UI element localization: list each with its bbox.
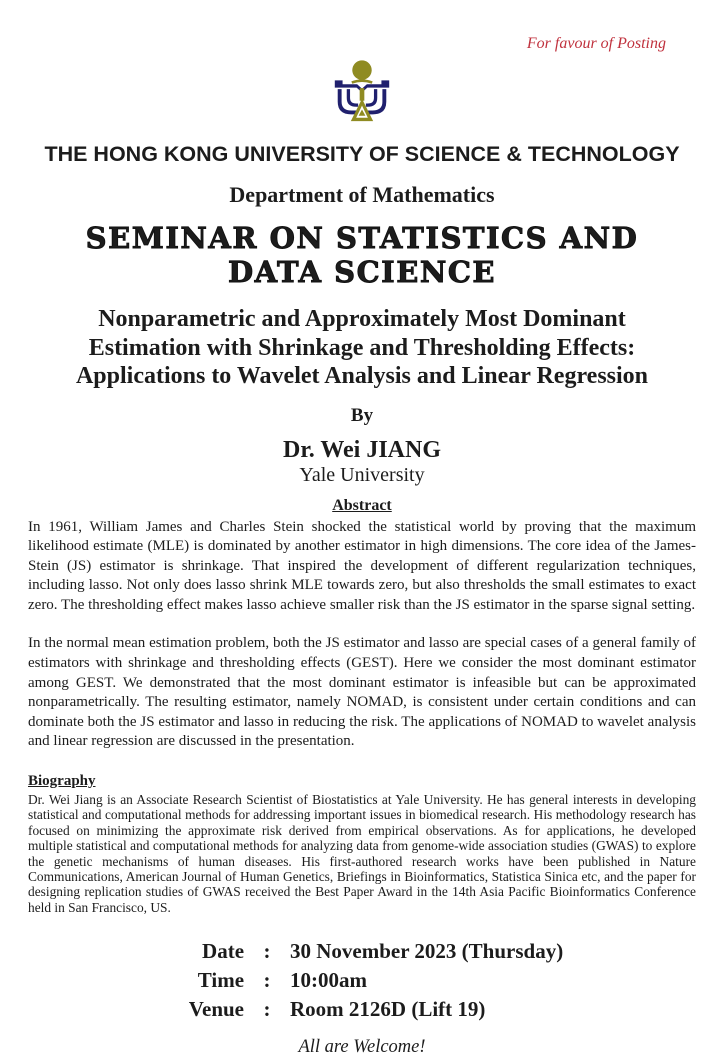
venue-label: Venue — [188, 997, 245, 1022]
event-details — [189, 939, 563, 1021]
seminar-series-line-2: DATA SCIENCE — [227, 255, 497, 289]
university-logo — [28, 58, 696, 126]
date-colon: : — [263, 939, 271, 964]
university-name: THE HONG KONG UNIVERSITY OF SCIENCE & TECHNOLOGY — [44, 142, 680, 166]
venue-colon: : — [263, 997, 271, 1022]
talk-title-line-2: Estimation with Shrinkage and Thresholding Effects: — [88, 334, 636, 361]
hkust-emblem-icon — [328, 113, 396, 130]
talk-title-line-3: Applications to Wavelet Analysis and Linear Regression — [75, 363, 649, 389]
time-label: Time — [197, 968, 245, 993]
time-value: 10:00am — [290, 968, 368, 993]
date-value: 30 November 2023 (Thursday) — [290, 939, 564, 964]
seminar-series-title — [28, 221, 696, 289]
biography-text: Dr. Wei Jiang is an Associate Research Scientist of Biostatistics at Yale University. He has general interests in developing statistical and computational methods for addressing important issues in biomedical research. His methodology research has focused on minimizing the approximate risk derived from empirical observations. As for applications, he developed multiple statistical and computational methods for analyzing data from genome-wide association studies (GWAS) to explore the genetic mechanisms of human diseases. His first-authored research works have been published in Nature Communications, American Journal of Human Genetics, Briefings in Bioinformatics, Statistica Sinica etc, and the paper for designing replication studies of GWAS received the Best Paper Award in the 14th Asia Pacific Bioinformatics Conference held in San Francisco, US. — [28, 792, 696, 915]
posting-note: For favour of Posting — [526, 35, 666, 52]
talk-title — [28, 305, 696, 391]
biography-heading: Biography — [28, 773, 96, 790]
speaker-name: Dr. Wei JIANG — [282, 436, 441, 463]
speaker-affiliation: Yale University — [299, 463, 425, 486]
seminar-series-line-1: SEMINAR ON STATISTICS AND — [85, 221, 639, 255]
date-label: Date — [202, 939, 245, 964]
venue-value: Room 2126D (Lift 19) — [290, 997, 486, 1022]
abstract-paragraph-2: In the normal mean estimation problem, both the JS estimator and lasso are special cases of a general family of estimators with shrinkage and thresholding effects (GEST). Here we consider the most dominant estimator among GEST. We demonstrated that the most dominant estimator is infeasible but can be approximated nonparametrically. The resulting estimator, namely NOMAD, is consistent under certain conditions and can dominate both the JS estimator and lasso in reducing the risk. The applications of NOMAD to wavelet analysis and linear regression are discussed in the presentation. — [28, 635, 696, 750]
abstract-paragraph-1: In 1961, William James and Charles Stein shocked the statistical world by proving that the maximum likelihood estimate (MLE) is dominated by another estimator in high dimensions. The core idea of the James-Stein (JS) estimator is shrinkage. That inspired the development of different regularization techniques, including lasso. Not only does lasso shrink MLE towards zero, but also thresholds the small estimates to exact zero. The thresholding effect makes lasso achieve smaller risk than the JS estimator in the sparse signal setting. — [28, 518, 696, 613]
department-name: Department of Mathematics — [229, 182, 495, 207]
by-label: By — [350, 404, 374, 426]
abstract-heading: Abstract — [332, 496, 392, 514]
time-colon: : — [263, 968, 271, 993]
talk-title-line-1: Nonparametric and Approximately Most Dominant — [98, 306, 626, 332]
welcome-note: All are Welcome! — [298, 1037, 426, 1058]
